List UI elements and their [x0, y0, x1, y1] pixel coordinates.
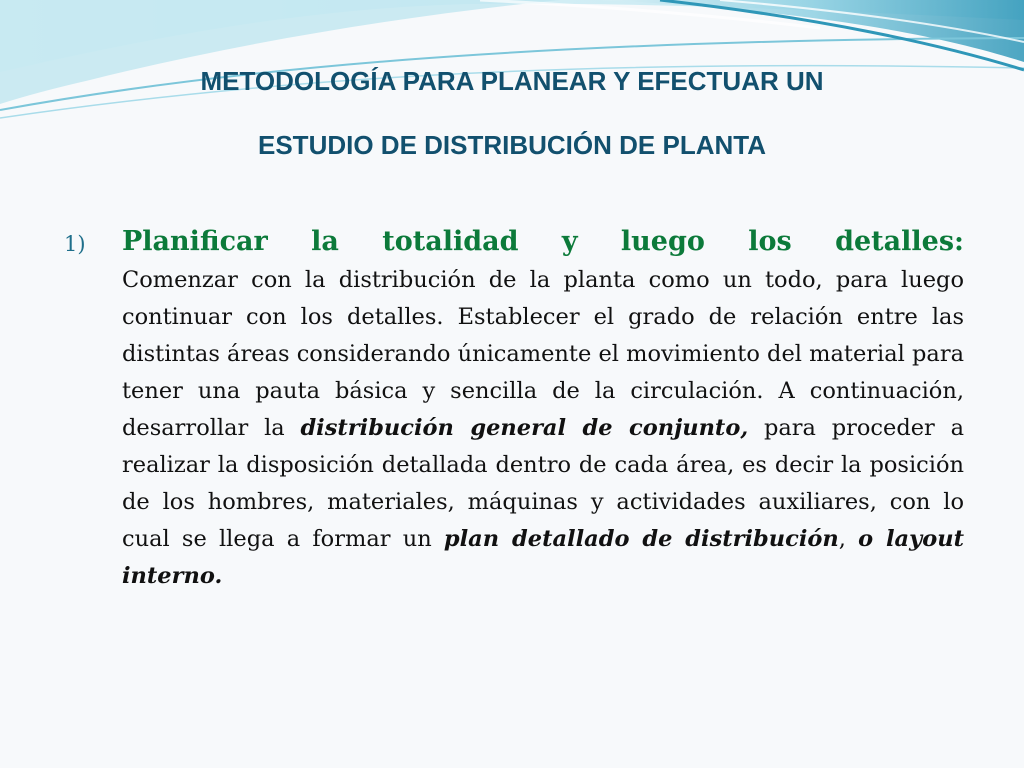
list-item-heading: Planificar la totalidad y luego los detalles:	[122, 226, 964, 257]
list-item-number: 1)	[64, 232, 86, 256]
page-title-line-2: ESTUDIO DE DISTRIBUCIÓN DE PLANTA	[258, 130, 766, 160]
body-text-1: Comenzar con la distribución de la planta como un todo, para luego continuar con los detalles. Establecer el grado de relación entre las distintas áreas considerando únicamente el movimiento del material para tener una pauta básica y sencilla de la circulación. A continuación, desarrollar la	[122, 267, 964, 441]
emphasis-internal-layout: o layout interno.	[122, 526, 964, 589]
body-text-3: ,	[838, 526, 859, 552]
emphasis-general-distribution: distribución general de conjunto,	[300, 415, 749, 441]
header-wave-decoration	[0, 0, 1024, 130]
body-text-2: para proceder a realizar la disposición detallada dentro de cada área, es decir la posición de los hombres, materiales, máquinas y actividades auxiliares, con lo cual se llega a formar un	[122, 415, 964, 552]
list-item-body	[122, 222, 964, 595]
emphasis-detailed-plan: plan detallado de distribución	[443, 526, 839, 552]
page-title-line-1: METODOLOGÍA PARA PLANEAR Y EFECTUAR UN	[200, 66, 824, 96]
